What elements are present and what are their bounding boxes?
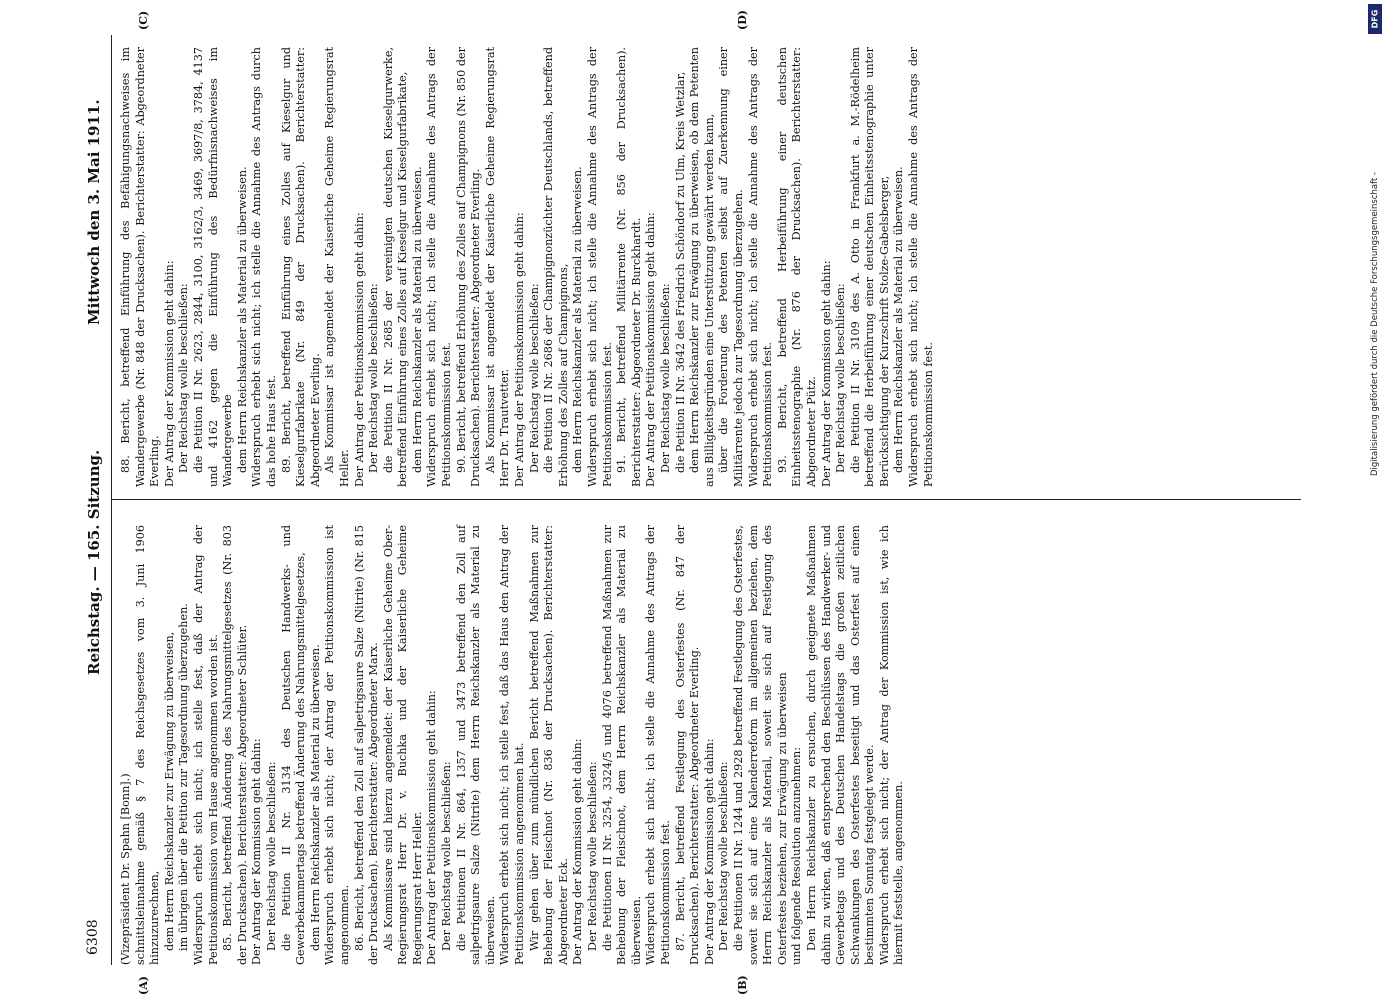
paragraph: (Vizepräsident Dr. Spahn [Bonn].) (119, 773, 132, 965)
paragraph: Der Antrag der Petitionskommission geht dahin: (425, 690, 439, 965)
paragraph: 90. Bericht, betreffend Erhöhung des Zolles auf Champignons (Nr. 850 der Drucksachen). Berichterstatter: Abgeordneter Everling. (454, 47, 483, 487)
paragraph: dem Herrn Reichskanzler zur Erwägung zu überweisen, ob dem Petenten aus Billigkeitsgründen eine Unterstützung gewährt werden kann, (688, 47, 716, 487)
margin-marker-a: (A) (137, 976, 150, 995)
paragraph: die Petition II Nr. 3109 des A. Otto in Frankfurt a. M.-Rödelheim betreffend die Herbeiführung einer deutschen Einheitsstenographie unter Berücksichtigung der Kurzschrift Stolze-Gabelsberger, (848, 47, 891, 487)
digitization-credit: Digitalisierung gefördert durch die Deutsche Forschungsgemeinschaft - (1370, 172, 1380, 476)
paragraph: 91. Bericht, betreffend Militärrente (Nr. 856 der Drucksachen). Berichterstatter: Abgeordneter Dr. Burckhardt. (615, 47, 643, 487)
margin-marker-d: (D) (736, 10, 749, 30)
header-left-title: Reichstag. — 165. Sitzung. (85, 449, 103, 675)
margin-marker-b: (B) (736, 975, 749, 995)
paragraph: und folgende Resolution anzunehmen: (790, 747, 804, 965)
paragraph: Der Antrag der Kommission geht dahin: (819, 260, 833, 487)
left-column (119, 525, 907, 965)
paragraph: die Petitionen II Nr. 864, 1357 und 3473 betreffend den Zoll auf salpetrigsaure Salze (Nitrite) dem Herrn Reichskanzler als Material zu überweisen. (454, 525, 497, 965)
paragraph: Der Reichstag wolle beschließen: (264, 761, 278, 951)
paragraph: Der Antrag der Petitionskommission geht dahin: (352, 212, 366, 487)
paragraph: Der Antrag der Kommission geht dahin: (702, 738, 716, 965)
header-right-title: Mittwoch den 3. Mai 1911. (85, 99, 103, 325)
paragraph: Der Reichstag wolle beschließen: (834, 283, 848, 473)
paragraph: Als Kommissar ist angemeldet der Kaiserliche Geheime Regierungsrat Herr Dr. Trautvetter. (483, 47, 512, 487)
paragraph: Der Antrag der Petitionskommission geht dahin: (513, 212, 527, 487)
paragraph: schnittsleinnahme gemäß § 7 des Reichsgesetzes vom 3. Juni 1906 hinzuzurechnen, (133, 525, 162, 965)
paragraph: dem Herrn Reichskanzler als Material zu überweisen. (410, 166, 424, 473)
paragraph: die Petition II Nr. 3134 des Deutschen Handwerks- und Gewerbekammertags betreffend Änderung des Nahrungsmittelgesetzes, (279, 525, 308, 965)
paragraph: Widerspruch erhebt sich nicht; der Antrag der Kommission ist, wie ich hiermit feststelle, angenommen. (877, 525, 906, 965)
paragraph: Widerspruch erhebt sich nicht; der Antrag der Petitionskommission ist angenommen. (323, 525, 351, 965)
paragraph: Der Antrag der Kommission geht dahin: (571, 738, 585, 965)
paragraph: die Petition II Nr. 3642 des Friedrich Schöndorf zu Ulm, Kreis Wetzlar, (673, 71, 687, 473)
paragraph: die Petition II Nr. 2686 der Champignonzüchter Deutschlands, betreffend Erhöhung des Zolles auf Champignons, (542, 47, 570, 487)
paragraph: 87. Bericht, betreffend Festlegung des Osterfestes (Nr. 847 der Drucksachen). Berichterstatter: Abgeordneter Everling. (673, 525, 702, 965)
paragraph: 85. Bericht, betreffend Änderung des Nahrungsmittelgesetzes (Nr. 803 der Drucksachen). Berichterstatter: Abgeordneter Schlüter. (221, 525, 249, 965)
paragraph: Widerspruch erhebt sich nicht; ich stelle die Annahme des Antrags der Petitionskommission fest. (644, 525, 672, 965)
paragraph: Der Reichstag wolle beschließen: (440, 761, 454, 951)
dfg-logo-text: DFG (1370, 9, 1380, 29)
paragraph: Der Reichstag wolle beschließen: (527, 283, 541, 473)
page-header (85, 35, 109, 965)
right-column (119, 47, 936, 487)
paragraph: dem Herrn Reichskanzler als Material zu überweisen. (892, 166, 906, 473)
paragraph: Der Reichstag wolle beschließen: (658, 283, 672, 473)
dfg-logo (1368, 4, 1382, 34)
paragraph: die Petition II Nr. 2685 der vereinigten deutschen Kieselgurwerke, betreffend Einführung eines Zolles auf Kieselgur und Kieselgurfabrikate, (381, 47, 410, 487)
paragraph: Widerspruch erhebt sich nicht; ich stelle fest, daß das Haus den Antrag der Petitionskommission angenommen hat. (498, 525, 527, 965)
paragraph: Der Reichstag wolle beschließen: (717, 761, 731, 951)
header-rule (111, 35, 112, 965)
paragraph: Der Reichstag wolle beschließen: (177, 283, 191, 473)
paragraph: über die Forderung des Petenten selbst auf Zuerkennung einer Militärrente jedoch zur Tagesordnung überzugehen. (717, 47, 745, 487)
paragraph: im übrigen über die Petition zur Tagesordnung überzugehen. (177, 603, 191, 951)
paragraph: 86. Bericht, betreffend den Zoll auf salpetrigsaure Salze (Nitrite) (Nr. 815 der Drucksachen). Berichterstatter: Abgeordneter Marx. (352, 525, 381, 965)
rotated-document-page (41, 10, 1341, 995)
margin-marker-c: (C) (137, 10, 150, 30)
paragraph: Der Reichstag wolle beschließen: (367, 283, 381, 473)
paragraph: Widerspruch erhebt sich nicht; ich stelle die Annahme des Antrags der Petitionskommission fest. (425, 47, 454, 487)
paragraph: 88. Bericht, betreffend Einführung des Befähigungsnachweises im Wandergewerbe (Nr. 848 der Drucksachen). Berichterstatter: Abgeordneter Everling. (119, 47, 162, 487)
paragraph: die Petitionen II Nr. 1244 und 2928 betreffend Festlegung des Osterfestes, soweit sie sich auf eine Kalenderreform im allgemeinen beziehen, dem Herrn Reichskanzler als Material, soweit sie sich auf Festlegung des Osterfestes beziehen, zur Erwägung zu überweisen (731, 525, 789, 965)
paragraph: Wir gehen über zum mündlichen Bericht betreffend Maßnahmen zur Behebung der Fleischnot (Nr. 836 der Drucksachen). Berichterstatter: Abgeordneter Eck. (527, 525, 570, 965)
paragraph: dem Herrn Reichskanzler als Material zu überweisen. (308, 644, 322, 951)
paragraph: dem Herrn Reichskanzler zur Erwägung zu überweisen, (162, 631, 176, 951)
paragraph: Den Herrn Reichskanzler zu ersuchen, durch geeignete Maßnahmen dahin zu wirken, daß entsprechend den Beschlüssen des Handwerker- und Gewerbetags und des Deutschen Handelstags die großen zeitlichen Schwankungen des Osterfestes beseitigt und das Osterfest auf einen bestimmten Sonntag festgelegt werde. (804, 525, 877, 965)
paragraph: Als Kommissar ist angemeldet der Kaiserliche Geheime Regierungsrat Heller. (323, 47, 351, 487)
paragraph: Widerspruch erhebt sich nicht; ich stelle die Annahme des Antrags der Petitionskommission fest. (907, 47, 935, 487)
paragraph: 89. Bericht, betreffend Einführung eines Zolles auf Kieselgur und Kieselgurfabrikate (Nr. 849 der Drucksachen). Berichterstatter: Abgeordneter Everling. (279, 47, 322, 487)
paragraph: Als Kommissare sind hierzu angemeldet: der Kaiserliche Geheime Ober-Regierungsrat Herr Dr. v. Buchka und der Kaiserliche Geheime Regierungsrat Herr Heller. (381, 525, 424, 965)
paragraph: die Petitionen II Nr. 3254, 3324/5 und 4076 betreffend Maßnahmen zur Behebung der Fleischnot, dem Herrn Reichskanzler als Material zu überweisen. (600, 525, 643, 965)
paragraph: Widerspruch erhebt sich nicht; ich stelle die Annahme des Antrags durch das hohe Haus fest. (250, 47, 278, 487)
paragraph: Widerspruch erhebt sich nicht; ich stelle fest, daß der Antrag der Petitionskommission vom Hause angenommen worden ist. (191, 525, 220, 965)
paragraph: Der Antrag der Kommission geht dahin: (162, 260, 176, 487)
paragraph: dem Herrn Reichskanzler als Material zu überweisen. (571, 166, 585, 473)
dfg-credit-strip (1368, 4, 1382, 604)
paragraph: Widerspruch erhebt sich nicht; ich stelle die Annahme des Antrags der Petitionskommission fest. (586, 47, 614, 487)
paragraph: Der Antrag der Kommission geht dahin: (250, 738, 264, 965)
paragraph: dem Herrn Reichskanzler als Material zu überweisen. (235, 166, 249, 473)
paragraph: Widerspruch erhebt sich nicht; ich stelle die Annahme des Antrags der Petitionskommission fest. (746, 47, 775, 487)
paragraph: die Petition II Nr. 2623, 2844, 3100, 3162/3, 3469, 3697/8, 3784, 4137 und 4162 gegen die Einführung des Bedürfnisnachweises im Wandergewerbe (191, 47, 235, 487)
page-number: 6308 (85, 919, 101, 955)
paragraph: Der Reichstag wolle beschließen: (586, 761, 599, 951)
column-divider (111, 499, 1301, 500)
paragraph: Der Antrag der Petitionskommission geht dahin: (644, 212, 658, 487)
paragraph: 93. Bericht, betreffend Herbeiführung einer deutschen Einheitsstenographie (Nr. 876 der Drucksachen). Berichterstatter: Abgeordneter Pütz. (775, 47, 818, 487)
